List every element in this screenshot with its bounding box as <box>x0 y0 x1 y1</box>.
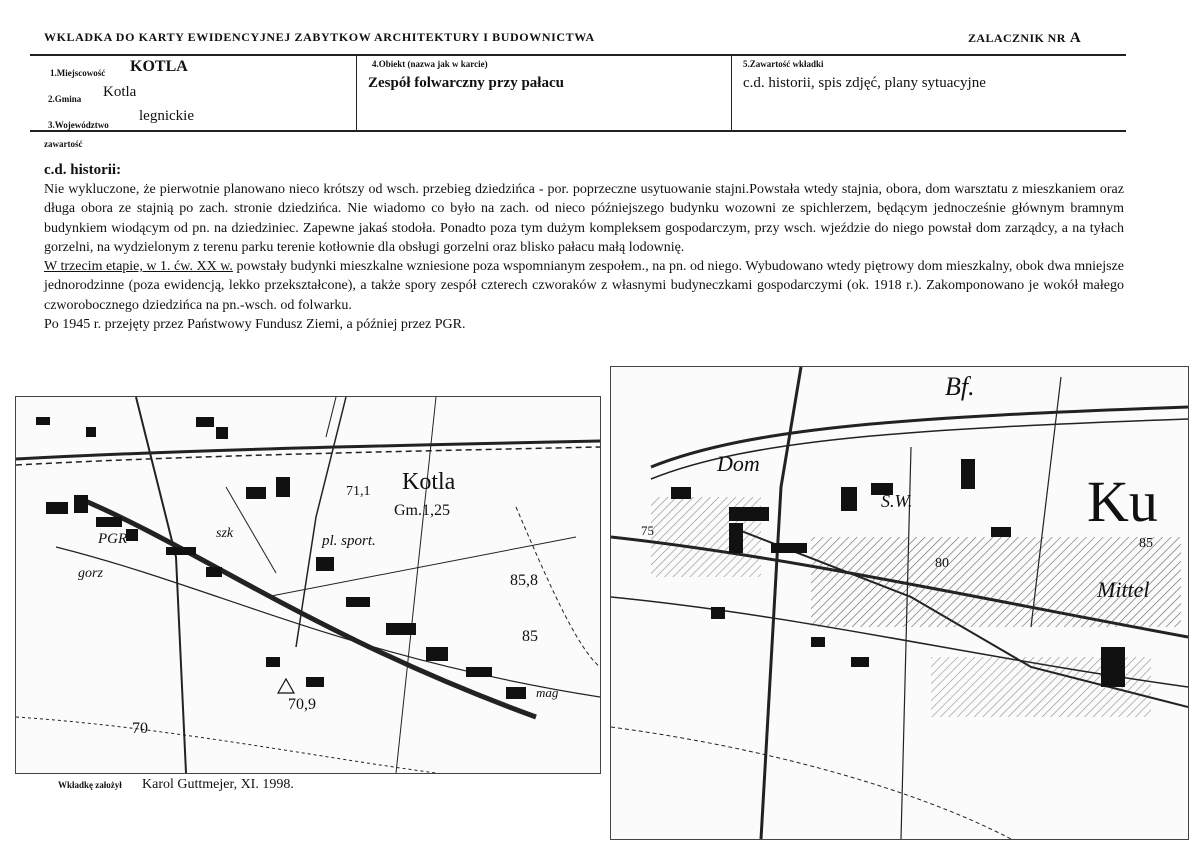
paragraph-1: Nie wykluczone, że pierwotnie planowano nieco krótszy od wsch. przebieg dziedzińca - por. poprzeczne usytuowanie stajni.Powstała wtedy stajnia, obora, dom warsztatu z mieszkaniem oraz długa obora ze stajnią po zach. stronie dziedzińca. Nie wiadomo co było na zach. od nieco późniejszego budynku wozowni ze spichlerzem, będącym jednocześnie głównym bramnym budynkiem wiodącym od pn. na dziedziniec. Zapewne jakaś stodoła. Ponadto poza tym dużym kompleksem gospodarczym, przy wsch. wjeździe do niego powstał dom zarządcy, a na tyłach gorzelni, na wydzielonym z terenu parku terenie kotłownie dla obsługi gorzelni oraz blisko pałacu małą lodownię. <box>44 182 1124 255</box>
map-left-drawing <box>16 397 600 773</box>
wojewodztwo-value: legnickie <box>139 108 194 124</box>
map-right-elev-80: 80 <box>935 556 949 571</box>
miejscowosc-value: KOTLA <box>130 58 188 75</box>
map-left-elev-5: 70 <box>132 720 148 737</box>
annex-label <box>968 30 1081 47</box>
map-left-gm-label: Gm.1,25 <box>394 502 450 519</box>
map-left-elev-4: 70,9 <box>288 696 316 713</box>
map-left-elev-3: 85 <box>522 628 538 645</box>
map-right-topographic <box>610 366 1189 840</box>
zawartosc-label: 5.Zawartość wkładki <box>743 59 824 69</box>
document-title: WKLADKA DO KARTY EWIDENCYJNEJ ZABYTKOW ARCHITEKTURY I BUDOWNICTWA <box>44 30 595 44</box>
obiekt-value: Zespół folwarczny przy pałacu <box>368 75 564 91</box>
column-divider-2 <box>731 55 732 130</box>
map-right-elev-85: 85 <box>1139 536 1153 551</box>
obiekt-label: 4.Obiekt (nazwa jak w karcie) <box>372 59 488 69</box>
map-left-sport-label: pl. sport. <box>322 533 376 549</box>
bottom-rule <box>30 130 1126 132</box>
map-right-drawing <box>611 367 1188 839</box>
map-left-elev-1: 71,1 <box>346 484 371 499</box>
gmina-label: 2.Gmina <box>48 94 82 104</box>
history-text <box>44 180 1124 334</box>
footer-label: Wkładkę założył <box>58 780 122 790</box>
annex-label-text: ZALACZNIK NR <box>968 31 1066 45</box>
paragraph-3: Po 1945 r. przejęty przez Państwowy Fundusz Ziemi, a później przez PGR. <box>44 317 466 333</box>
paragraph-2 <box>44 257 1124 315</box>
map-right-mittel-label: Mittel <box>1097 577 1150 602</box>
map-left-elev-2: 85,8 <box>510 572 538 589</box>
map-left-village-label: Kotla <box>402 469 456 495</box>
map-left-szk-label: szk <box>216 526 234 541</box>
column-divider-1 <box>356 55 357 130</box>
map-right-ku-label: Ku <box>1087 469 1158 534</box>
map-right-sw-label: S.W. <box>881 491 913 511</box>
map-right-dom-label: Dom <box>717 451 760 476</box>
section-title: c.d. historii: <box>44 162 122 178</box>
wojewodztwo-label: 3.Województwo <box>48 120 109 130</box>
map-left-pgr-label: PGR <box>98 531 128 547</box>
footer-author: Karol Guttmejer, XI. 1998. <box>142 777 294 792</box>
paragraph-2-body: powstały budynki mieszkalne wzniesione poza wspomnianym zespołem., na pn. od niego. Wybudowano wtedy piętrowy dom mieszkalny, obok dwa mniejsze jednorodzinne (poza ewidencją, lekko przekształcone), a także spory zespół czterech czworaków z własnymi budyneczkami gospodarczymi (ok. 1918 r.). Zakomponowano je wokół małego czworobocznego dziedzińca na pn.-wsch. od folwarku. <box>44 259 1124 313</box>
zawartosc-small-label: zawartość <box>44 139 83 149</box>
map-left-mag-label: mag <box>536 685 559 700</box>
annex-value: A <box>1069 30 1082 46</box>
paragraph-2-lead: W trzecim etapie, w 1. ćw. XX w. <box>44 259 233 275</box>
map-right-elev-75: 75 <box>641 523 654 538</box>
zawartosc-value: c.d. historii, spis zdjęć, plany sytuacyjne <box>743 75 986 91</box>
miejscowosc-label: 1.Miejscowość <box>50 68 106 78</box>
top-rule <box>30 54 1126 56</box>
map-left-gorz-label: gorz <box>78 566 103 581</box>
map-right-bf-label: Bf. <box>945 372 975 401</box>
gmina-value: Kotla <box>103 84 137 100</box>
map-left-topographic <box>15 396 601 774</box>
